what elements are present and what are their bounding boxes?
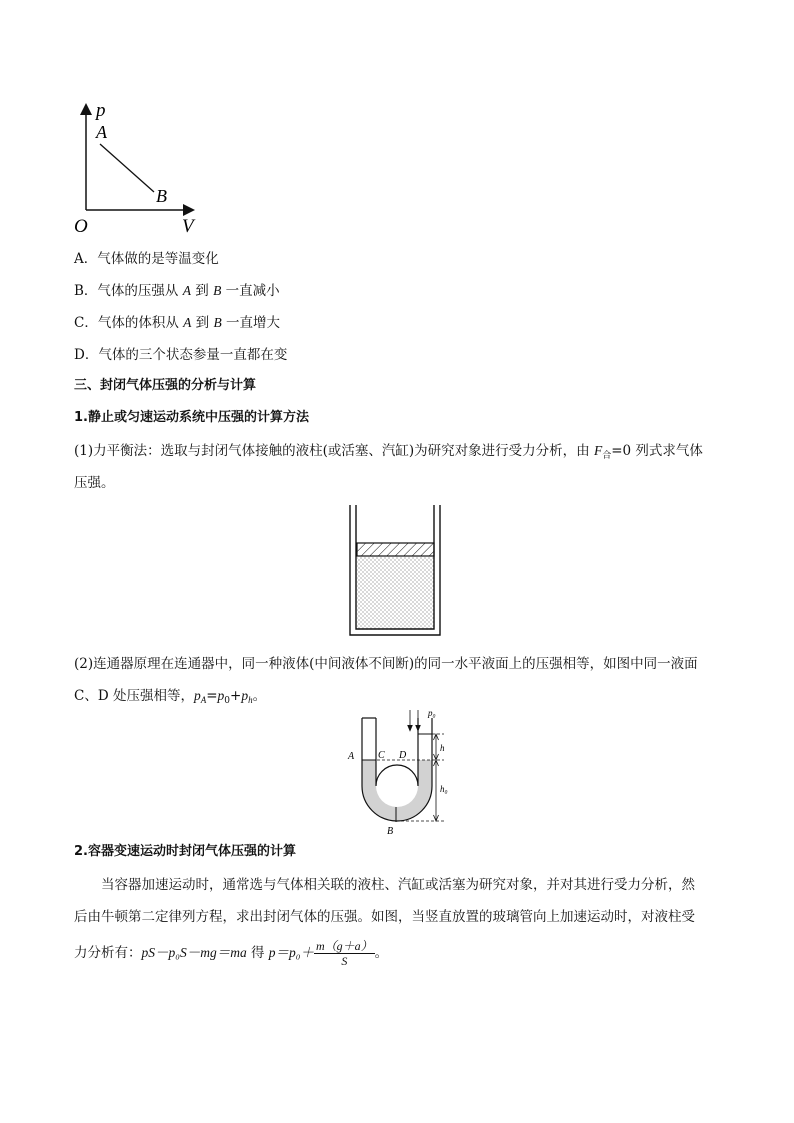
- option-text: 气体做的是等温变化: [97, 251, 219, 267]
- label-A: A: [348, 751, 355, 762]
- option-a: [74, 250, 219, 268]
- piston: [357, 543, 434, 556]
- label-B: B: [387, 826, 394, 837]
- subsection-1-title: 1.静止或匀速运动系统中压强的计算方法: [74, 410, 309, 425]
- u-tube-figure: [340, 704, 460, 838]
- x-axis-label: V: [182, 216, 194, 234]
- gas-region: [357, 557, 434, 629]
- label-p0: p₀: [428, 708, 436, 718]
- equation-1: pS－p₀S－mg＝ma: [141, 945, 247, 960]
- paragraph-2-line-2: C、D 处压强相等，$p_A=p_0+p_h$。: [74, 688, 267, 706]
- section-title: 三、封闭气体压强的分析与计算: [74, 378, 257, 393]
- piston-container-figure: [346, 503, 446, 639]
- fraction: $\frac{m(g+a)}{S}$: [316, 939, 373, 968]
- option-b: B．气体的压强从 A 到 B 一直减小: [74, 283, 280, 299]
- option-text: 气体的三个状态参量一直都在变: [98, 347, 288, 363]
- point-b-label: B: [156, 186, 167, 206]
- paragraph-1-line-2: 压强。: [74, 475, 115, 491]
- option-letter: D．: [74, 347, 99, 363]
- origin-label: O: [74, 216, 88, 234]
- option-letter: A．: [74, 251, 98, 267]
- y-axis-label: p: [96, 100, 106, 121]
- label-h0: h₀: [440, 784, 448, 794]
- label-h: h: [440, 743, 445, 753]
- option-letter: B．: [74, 283, 98, 299]
- option-letter: C．: [74, 315, 98, 331]
- subsection-2-title: 2.容器变速运动时封闭气体压强的计算: [74, 844, 296, 859]
- u-tube-liquid: [362, 760, 432, 821]
- paragraph-3-line-3: 力分析有：pS－p₀S－mg＝ma 得 p＝p₀＋ $\frac{m(g+a)}{S}$ 。: [74, 939, 389, 968]
- paragraph-3-line-2: 后由牛顿第二定律列方程，求出封闭气体的压强。如图，当竖直放置的玻璃管向上加速运动时，对液柱受: [74, 909, 695, 925]
- equation-2: p＝p₀＋: [268, 945, 314, 960]
- paragraph-3-line-1: 当容器加速运动时，通常选与气体相关联的液柱、汽缸或活塞为研究对象，并对其进行受力分析，然: [101, 877, 695, 893]
- point-a-label: A: [96, 122, 107, 142]
- pv-graph: [70, 98, 200, 234]
- label-D: D: [399, 750, 407, 761]
- label-C: C: [378, 750, 385, 761]
- option-c: C．气体的体积从 A 到 B 一直增大: [74, 315, 281, 331]
- paragraph-1-line-1: (1)力平衡法：选取与封闭气体接触的液柱(或活塞、汽缸)为研究对象进行受力分析，由 $F_合=0$ 列式求气体: [74, 443, 703, 461]
- paragraph-2-line-1: (2)连通器原理在连通器中，同一种液体(中间液体不间断)的同一水平液面上的压强相等，如图中同一液面: [74, 656, 698, 672]
- option-d: [74, 346, 287, 364]
- ab-line: [100, 144, 154, 192]
